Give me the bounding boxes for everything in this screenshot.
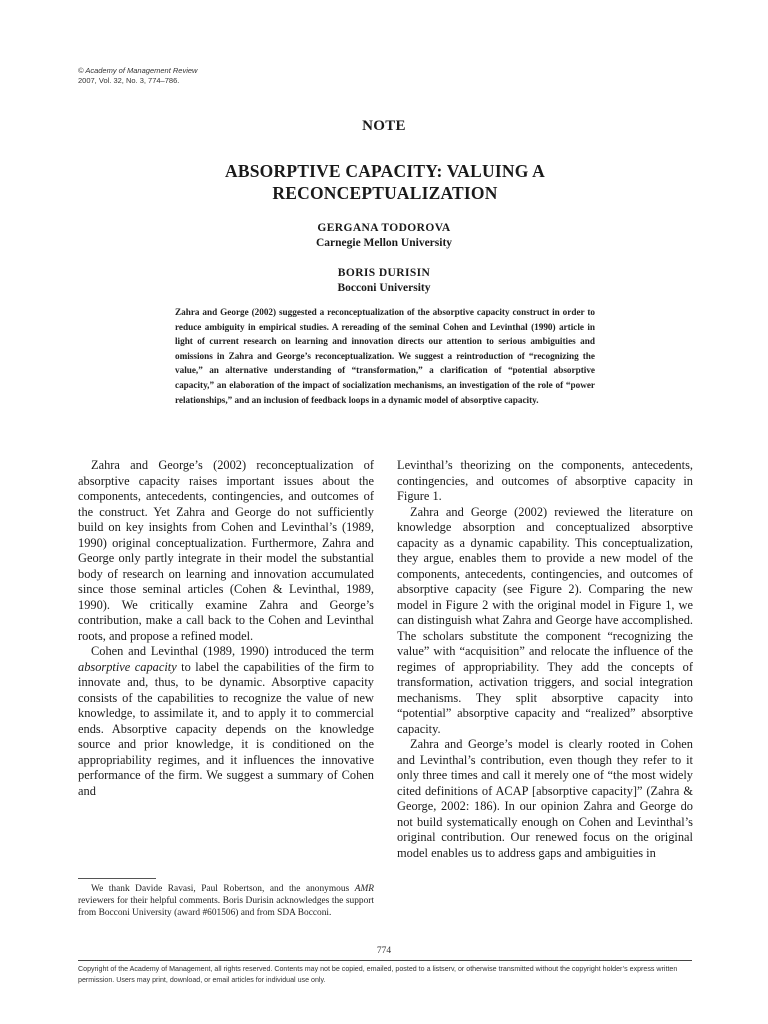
page-number: 774 (376, 946, 392, 956)
author-name: GERGANA TODOROVA (317, 222, 451, 234)
section-label: NOTE (362, 118, 406, 134)
author-block-2 (0, 266, 768, 296)
copyright-notice: Copyright of the Academy of Management, all rights reserved. Contents may not be copied, emailed, posted to a listserv, or otherwise transmitted without the copyright holder’s express written permission. Users may print, download, or email articles for individual use only. (78, 965, 678, 984)
footnote-divider (78, 878, 156, 879)
journal-citation (78, 66, 197, 86)
author-affiliation: Bocconi University (337, 282, 431, 294)
author-block-1 (0, 221, 768, 251)
paragraph: Levinthal’s theorizing on the components, antecedents, contingencies, and outcomes of absorptive capacity in Figure 1. (397, 458, 693, 503)
paragraph: Zahra and George’s model is clearly rooted in Cohen and Levinthal’s contribution, even though they refer to it only three times and call it merely one of “the most widely cited definitions of ACAP [absorptive capacity]” (Zahra & George, 2002: 186). In our opinion Zahra and George do not build systematically enough on Cohen and Levinthal’s original contribution. Our renewed focus on the original model enables us to address gaps and ambiguities in (397, 737, 693, 860)
title-line-1: ABSORPTIVE CAPACITY: VALUING A (225, 161, 545, 181)
title-line-2: RECONCEPTUALIZATION (272, 183, 498, 203)
paragraph: Zahra and George (2002) reviewed the literature on knowledge absorption and conceptualized absorptive capacity as a dynamic capability. This conceptualization, they argue, enables them to provide a new model of the components, antecedents, contingencies, and outcomes of absorptive capacity (see Figure 2). Comparing the new model in Figure 2 with the original model in Figure 1, we can distinguish what Zahra and George have accomplished. The scholars substitute the component “recognizing the value” with “acquisition” and relocate the influence of the regimes of appropriability. They add the concepts of transformation, activation triggers, and social integration mechanisms. They split absorptive capacity into “potential” absorptive capacity and “realized” absorptive capacity. (397, 504, 693, 736)
author-name: BORIS DURISIN (337, 267, 431, 279)
acknowledgment-footnote: We thank Davide Ravasi, Paul Robertson, and the anonymous AMR reviewers for their helpful comments. Boris Durisin acknowledges the support from Bocconi University (award #601506) and from SDA Bocconi. (78, 884, 374, 919)
paragraph: Zahra and George’s (2002) reconceptualization of absorptive capacity raises important issues about the components, antecedents, contingencies, and outcomes of the construct. Yet Zahra and George do not sufficiently build on key insights from Cohen and Levinthal’s (1989, 1990) original conceptualization. Furthermore, Zahra and George only partly integrate in their model the substantial body of research on learning and innovation accumulated since those seminal articles (Cohen & Levinthal, 1989, 1990). We critically examine Zahra and George’s contribution, make a call back to the Cohen and Levinthal roots, and propose a refined model. (78, 458, 374, 643)
paragraph: Cohen and Levinthal (1989, 1990) introduced the term absorptive capacity to label the capabilities of the firm to innovate and, thus, to be dynamic. Absorptive capacity consists of the capabilities to recognize the value of new knowledge, to assimilate it, and to apply it to commercial ends. Absorptive capacity depends on the knowledge source and prior knowledge, it is conditioned on the appropriability regimes, and it influences the innovative performance of the firm. We suggest a summary of Cohen and (78, 644, 374, 798)
journal-name: © Academy of Management Review (78, 66, 198, 75)
article-title (140, 160, 630, 204)
body-column-right (397, 458, 693, 861)
italic-term: absorptive capacity (78, 659, 177, 674)
author-affiliation: Carnegie Mellon University (315, 237, 453, 249)
journal-volume: 2007, Vol. 32, No. 3, 774–786. (78, 76, 180, 85)
abstract: Zahra and George (2002) suggested a reconceptualization of the absorptive capacity construct in order to reduce ambiguity in empirical studies. A rereading of the seminal Cohen and Levinthal (1990) article in light of current research on learning and innovation directs our attention to serious ambiguities and omissions in Zahra and George’s reconceptualization. We suggest a reintroduction of “recognizing the value,” an alternative understanding of “transformation,” a clarification of “potential absorptive capacity,” an elaboration of the impact of socialization mechanisms, an investigation of the role of “power relationships,” and an inclusion of feedback loops in a dynamic model of absorptive capacity. (175, 307, 595, 405)
body-column-left (78, 458, 374, 799)
copyright-divider (78, 960, 692, 961)
italic-term: AMR (354, 884, 374, 894)
